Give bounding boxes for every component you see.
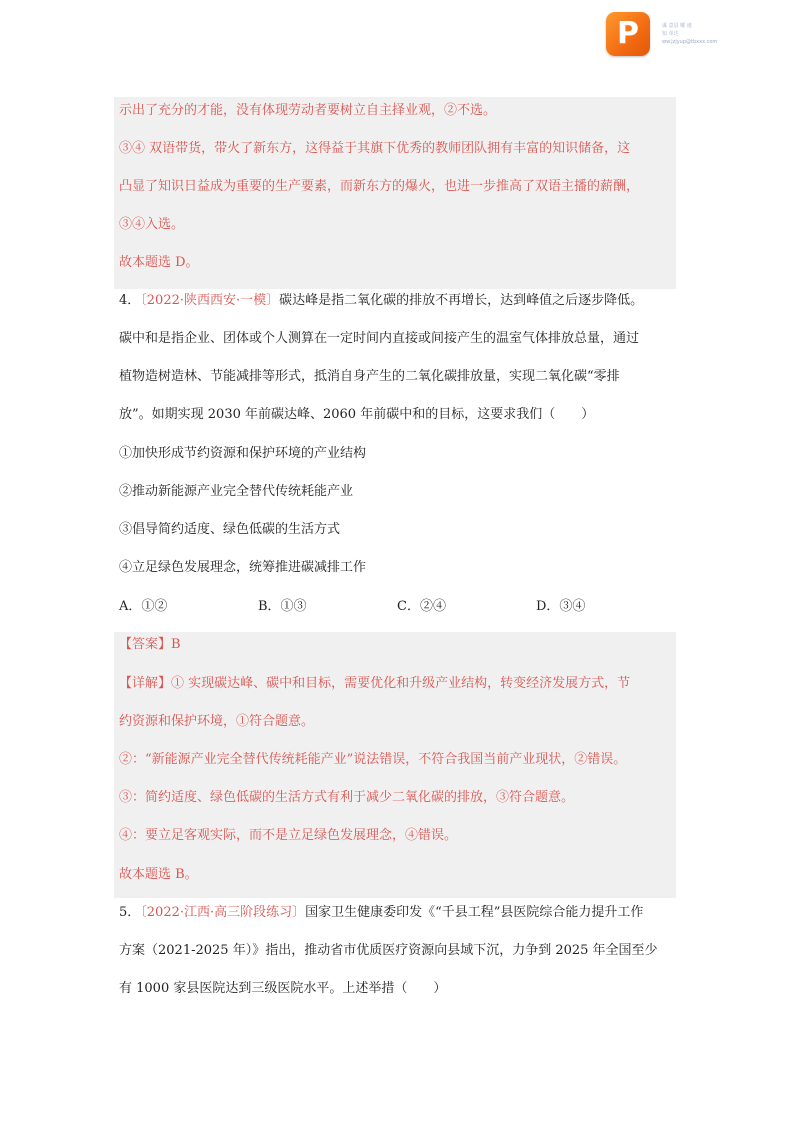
- question-stem-text: 国家卫生健康委印发《“千县工程”县医院综合能力提升工作: [305, 905, 644, 920]
- option-d[interactable]: D．③④: [536, 599, 586, 614]
- detail-line: ④：要立足客观实际，而不是立足绿色发展理念，④错误。: [119, 828, 458, 843]
- question-4-stem: [119, 291, 679, 311]
- logo-caption-line3: ww.jzjyup@tbxxx.com: [662, 39, 718, 45]
- logo-caption-line2: 知 单达: [662, 31, 679, 37]
- question-stem-line: 碳中和是指企业、团体或个人测算在一定时间内直接或间接产生的温室气体排放总量，通过: [119, 331, 640, 346]
- question-stem-line: 方案（2021-2025 年）》指出，推动省市优质医疗资源向县域下沉，力争到 2025 年全国至少: [119, 943, 658, 958]
- question-stem-line: 放”。如期实现 2030 年前碳达峰、2060 年前碳中和的目标，这要求我们（ ）: [119, 407, 595, 422]
- statement-item: ④立足绿色发展理念，统筹推进碳减排工作: [119, 560, 367, 575]
- detail-line: ③：简约适度、绿色低碳的生活方式有利于减少二氧化碳的排放，③符合题意。: [119, 790, 575, 805]
- prev-conclusion: 故本题选 D。: [119, 255, 199, 270]
- statement-item: ①加快形成节约资源和保护环境的产业结构: [119, 446, 367, 461]
- option-b[interactable]: B．①③: [258, 599, 307, 614]
- question-stem-line: 有 1000 家县医院达到三级医院水平。上述举措（ ）: [119, 981, 447, 996]
- question-stem-line: 植物造树造林、节能减排等形式，抵消自身产生的二氧化碳排放量，实现二氧化碳“零排: [119, 369, 620, 384]
- conclusion-line: 故本题选 B。: [119, 867, 198, 882]
- answer-line: 【答案】B: [119, 637, 181, 652]
- question-stem-text: 碳达峰是指二氧化碳的排放不再增长，达到峰值之后逐步降低。: [279, 293, 644, 308]
- logo-caption-line1: 谋 意县 曜 速: [662, 23, 692, 29]
- prev-explanation-line: ③④ 双语带货，带火了新东方，这得益于其旗下优秀的教师团队拥有丰富的知识储备，这: [119, 141, 631, 156]
- prev-explanation-line: ③④入选。: [119, 217, 185, 232]
- logo-letter: P: [617, 16, 639, 51]
- question-source: 〔2022·江西·高三阶段练习〕: [140, 905, 306, 920]
- detail-line: ②：“新能源产业完全替代传统耗能产业”说法错误，不符合我国当前产业现状，②错误。: [119, 752, 627, 767]
- prev-explanation-line: 示出了充分的才能，没有体现劳动者要树立自主择业观，②不选。: [119, 103, 497, 118]
- detail-line: 约资源和保护环境，①符合题意。: [119, 714, 315, 729]
- question-number: 4．: [119, 293, 141, 308]
- brand-logo: [606, 12, 650, 56]
- question-number: 5．: [119, 905, 141, 920]
- question-5-stem: [119, 903, 679, 923]
- logo-caption: [662, 22, 772, 46]
- statement-item: ②推动新能源产业完全替代传统耗能产业: [119, 484, 354, 499]
- statement-item: ③倡导简约适度、绿色低碳的生活方式: [119, 522, 341, 537]
- option-c[interactable]: C．②④: [397, 599, 446, 614]
- detail-line: 【详解】① 实现碳达峰、碳中和目标，需要优化和升级产业结构，转变经济发展方式，节: [119, 676, 631, 691]
- option-a[interactable]: A．①②: [119, 599, 168, 614]
- prev-explanation-line: 凸显了知识日益成为重要的生产要素，而新东方的爆火，也进一步推高了双语主播的薪酬，: [119, 179, 640, 194]
- question-source: 〔2022·陕西西安·一模〕: [140, 293, 280, 308]
